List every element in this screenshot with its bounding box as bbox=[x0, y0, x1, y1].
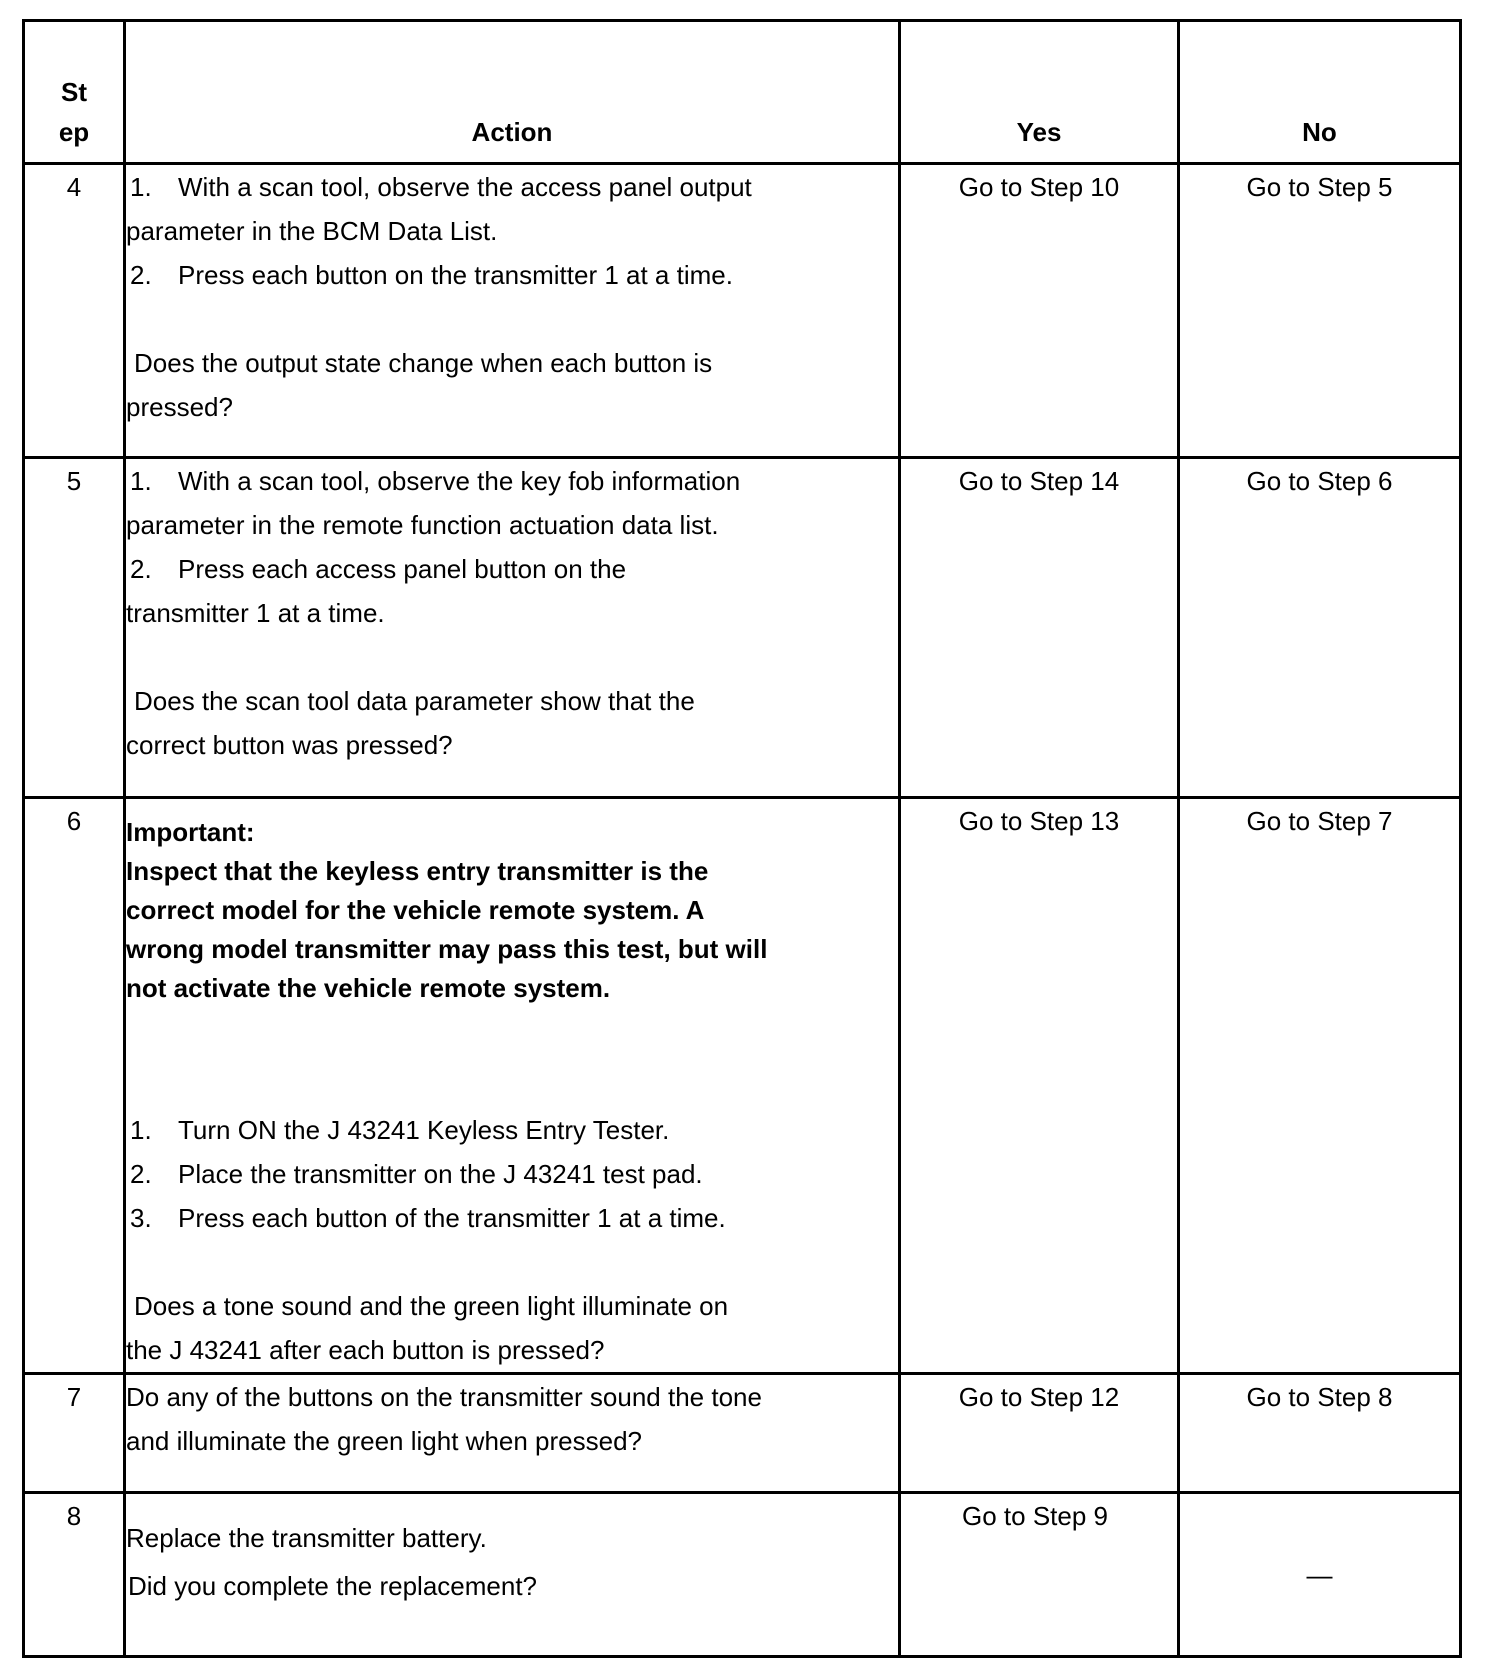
question-text: Do any of the buttons on the transmitter sound the tone bbox=[126, 1382, 762, 1412]
action-item: 1. Turn ON the J 43241 Keyless Entry Tester. bbox=[130, 1115, 670, 1145]
header-step bbox=[24, 21, 125, 164]
step-number: 5 bbox=[24, 458, 125, 798]
important-text: Inspect that the keyless entry transmitter is the bbox=[126, 856, 709, 886]
question-text: Did you complete the replacement? bbox=[128, 1571, 538, 1601]
action-item-continued: parameter in the remote function actuation data list. bbox=[126, 510, 719, 540]
header-row bbox=[24, 21, 1461, 164]
yes-result: Go to Step 10 bbox=[900, 164, 1179, 458]
important-title: Important: bbox=[126, 817, 255, 847]
table-row bbox=[24, 798, 1461, 1374]
no-result: Go to Step 7 bbox=[1179, 798, 1461, 1374]
question-text: Does the output state change when each button is bbox=[134, 348, 713, 378]
action-item: 1. With a scan tool, observe the key fob information bbox=[130, 466, 741, 496]
important-text: correct model for the vehicle remote system. A bbox=[126, 895, 705, 925]
action-cell bbox=[125, 1493, 900, 1657]
action-item: 1. With a scan tool, observe the access panel output bbox=[130, 172, 752, 202]
important-text: not activate the vehicle remote system. bbox=[126, 973, 611, 1003]
step-number: 6 bbox=[24, 798, 125, 1374]
action-item-continued: parameter in the BCM Data List. bbox=[126, 216, 498, 246]
question-text: Does a tone sound and the green light illuminate on bbox=[134, 1291, 729, 1321]
action-cell bbox=[125, 164, 900, 458]
table-row bbox=[24, 164, 1461, 458]
question-text: correct button was pressed? bbox=[126, 730, 453, 760]
step-number: 8 bbox=[24, 1493, 125, 1657]
action-text: Replace the transmitter battery. bbox=[126, 1523, 487, 1553]
yes-result: Go to Step 9 bbox=[900, 1493, 1179, 1657]
diagnostic-table bbox=[22, 19, 1462, 1658]
action-item: 2. Press each access panel button on the bbox=[130, 554, 627, 584]
header-step-line2: ep bbox=[58, 117, 90, 147]
action-cell bbox=[125, 798, 900, 1374]
no-result: Go to Step 5 bbox=[1179, 164, 1461, 458]
header-action: Action bbox=[125, 21, 900, 164]
action-cell bbox=[125, 1374, 900, 1493]
action-item: 2. Press each button on the transmitter 1 at a time. bbox=[130, 260, 733, 290]
question-text: pressed? bbox=[126, 392, 233, 422]
action-item-continued: transmitter 1 at a time. bbox=[126, 598, 385, 628]
yes-result: Go to Step 13 bbox=[900, 798, 1179, 1374]
header-no: No bbox=[1179, 21, 1461, 164]
question-text: Does the scan tool data parameter show that the bbox=[134, 686, 695, 716]
step-number: 7 bbox=[24, 1374, 125, 1493]
action-item: 3. Press each button of the transmitter 1 at a time. bbox=[130, 1203, 726, 1233]
important-text: wrong model transmitter may pass this test, but will bbox=[126, 934, 768, 964]
table-row bbox=[24, 1374, 1461, 1493]
action-item: 2. Place the transmitter on the J 43241 test pad. bbox=[130, 1159, 703, 1189]
no-result: — bbox=[1179, 1493, 1461, 1657]
yes-result: Go to Step 12 bbox=[900, 1374, 1179, 1493]
header-yes: Yes bbox=[900, 21, 1179, 164]
table-row bbox=[24, 1493, 1461, 1657]
action-cell bbox=[125, 458, 900, 798]
no-result: Go to Step 8 bbox=[1179, 1374, 1461, 1493]
question-text: and illuminate the green light when pressed? bbox=[126, 1426, 643, 1456]
step-number: 4 bbox=[24, 164, 125, 458]
table-row bbox=[24, 458, 1461, 798]
no-result: Go to Step 6 bbox=[1179, 458, 1461, 798]
yes-result: Go to Step 14 bbox=[900, 458, 1179, 798]
question-text: the J 43241 after each button is pressed? bbox=[126, 1335, 605, 1365]
header-step-line1: St bbox=[61, 77, 87, 107]
